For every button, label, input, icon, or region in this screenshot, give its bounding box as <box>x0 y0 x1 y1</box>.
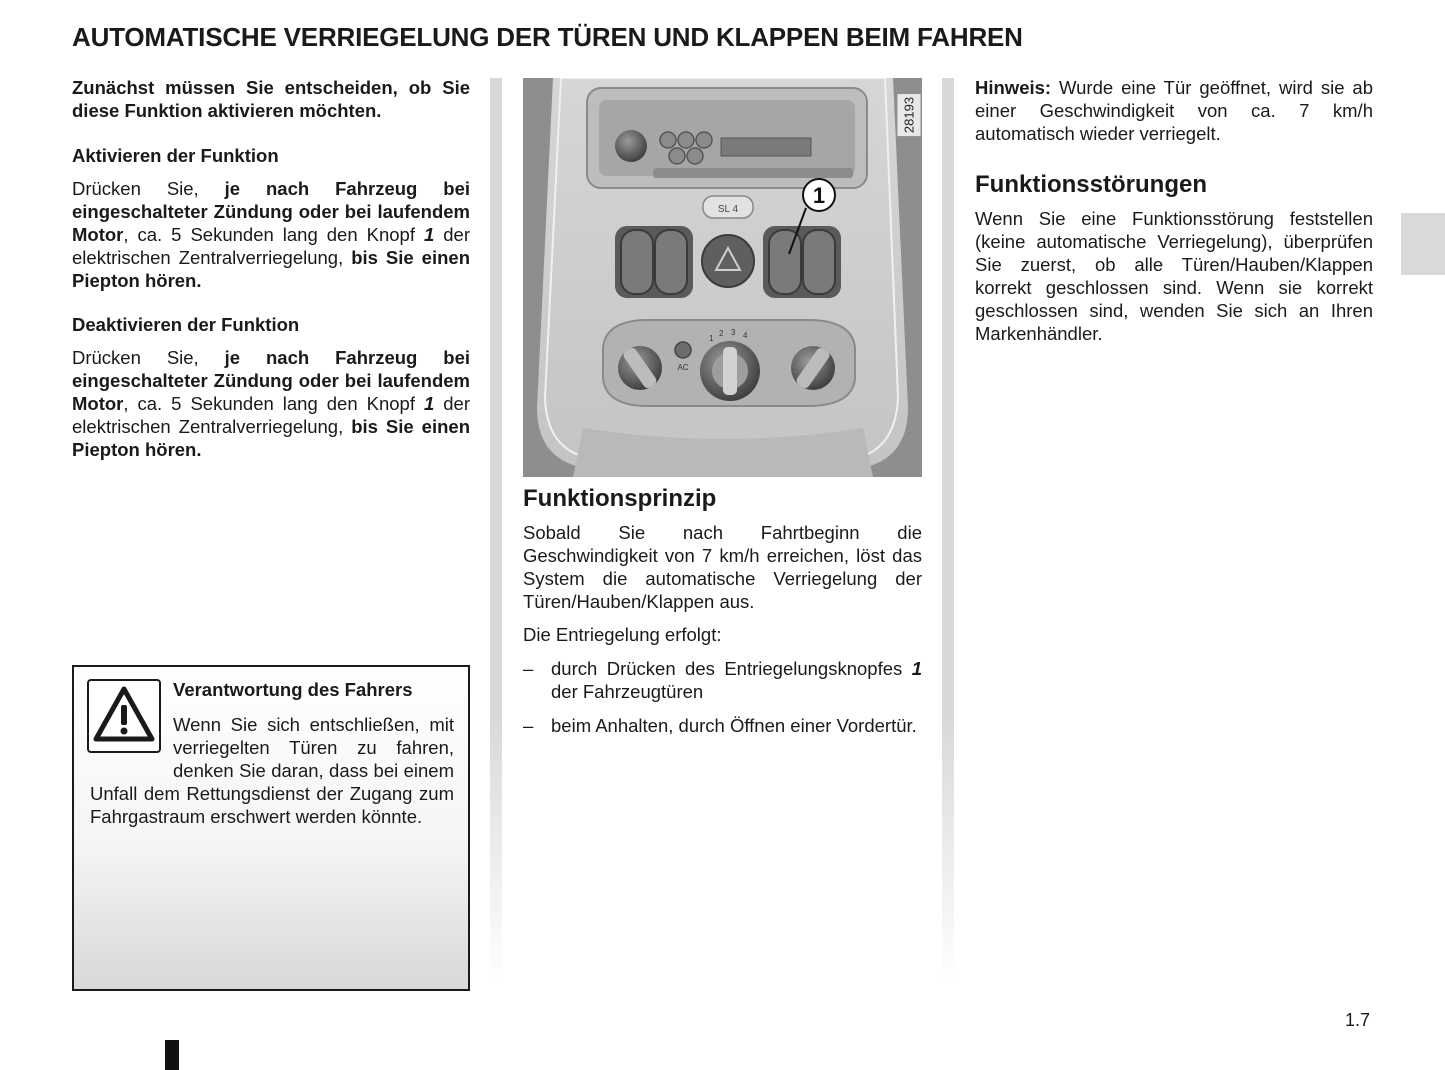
warning-text: Wenn Sie sich entschließen, mit verriegelten Türen zu fahren, denken Sie daran, dass bei einem Unfall dem Rettungsdienst der Zugang zum Fahrgastraum erschwert werden könnte. <box>90 714 454 827</box>
column-separator <box>942 78 954 983</box>
button-ref-number: 1 <box>423 393 435 414</box>
intro-text: Zunächst müssen Sie entscheiden, ob Sie diese Funktion aktivieren möchten. <box>72 77 470 121</box>
column-separator <box>490 78 502 983</box>
activate-text: Drücken Sie, je nach Fahrzeug bei eingeschalteter Zündung oder bei laufendem Motor, ca. 5 Sekunden lang den Knopf 1 der elektrischen Zentralverriegelung, bis Sie einen Piepton hören. <box>72 178 470 291</box>
callout-number: 1 <box>812 183 826 208</box>
note-label: Hinweis: <box>975 77 1052 98</box>
principle-heading: Funktionsprinzip <box>523 485 717 512</box>
malfunction-heading: Funktionsstörungen <box>975 171 1207 198</box>
note-text: Hinweis: Wurde eine Tür geöffnet, wird sie ab einer Geschwindigkeit von ca. 7 km/h automatisch wieder verriegelt. <box>975 77 1373 144</box>
deactivate-text: Drücken Sie, je nach Fahrzeug bei eingeschalteter Zündung oder bei laufendem Motor, ca. 5 Sekunden lang den Knopf 1 der elektrischen Zentralverriegelung, bis Sie einen Piepton hören. <box>72 347 470 460</box>
dial-number: 4 <box>743 331 748 340</box>
ac-label: AC <box>677 363 689 372</box>
button-ref-number: 1 <box>423 224 435 245</box>
malfunction-text: Wenn Sie eine Funktionsstörung feststellen (keine automatische Verriegelung), überprüfen Sie zuerst, ob alle Türen/Hauben/Klappen korrekt geschlossen sind. Wenn sie korrekt geschlossen sind, wenden Sie sich an Ihren Markenhändler. <box>975 208 1373 344</box>
dashboard-photo <box>523 78 922 477</box>
activate-heading: Aktivieren der Funktion <box>72 145 279 166</box>
list-item: – beim Anhalten, durch Öffnen einer Vordertür. <box>523 715 917 736</box>
list-item: – durch Drücken des Entriegelungsknopfes 1 der Fahrzeugtüren <box>523 658 922 702</box>
middle-column <box>523 78 922 748</box>
unlock-intro: Die Entriegelung erfolgt: <box>523 624 722 645</box>
chapter-tab-marker <box>1401 213 1445 275</box>
right-column <box>975 76 1373 345</box>
radio-label: SL 4 <box>717 204 739 215</box>
warning-box <box>72 665 470 991</box>
left-column <box>72 76 470 482</box>
warning-title: Verantwortung des Fahrers <box>173 679 413 700</box>
dial-number: 2 <box>719 329 724 338</box>
page-number: 1.7 <box>1345 1010 1371 1030</box>
dial-number: 1 <box>709 334 714 343</box>
page-title: AUTOMATISCHE VERRIEGELUNG DER TÜREN UND KLAPPEN BEIM FAHREN <box>72 22 1023 52</box>
principle-text: Sobald Sie nach Fahrtbeginn die Geschwindigkeit von 7 km/h erreichen, löst das System die automatische Verriegelung der Türen/Hauben/Klappen aus. <box>523 522 922 612</box>
figure-number: 28193 <box>900 86 918 144</box>
deactivate-heading: Deaktivieren der Funktion <box>72 314 300 335</box>
button-ref-number: 1 <box>911 658 922 679</box>
print-mark <box>165 1040 179 1070</box>
dial-number: 3 <box>731 328 736 337</box>
